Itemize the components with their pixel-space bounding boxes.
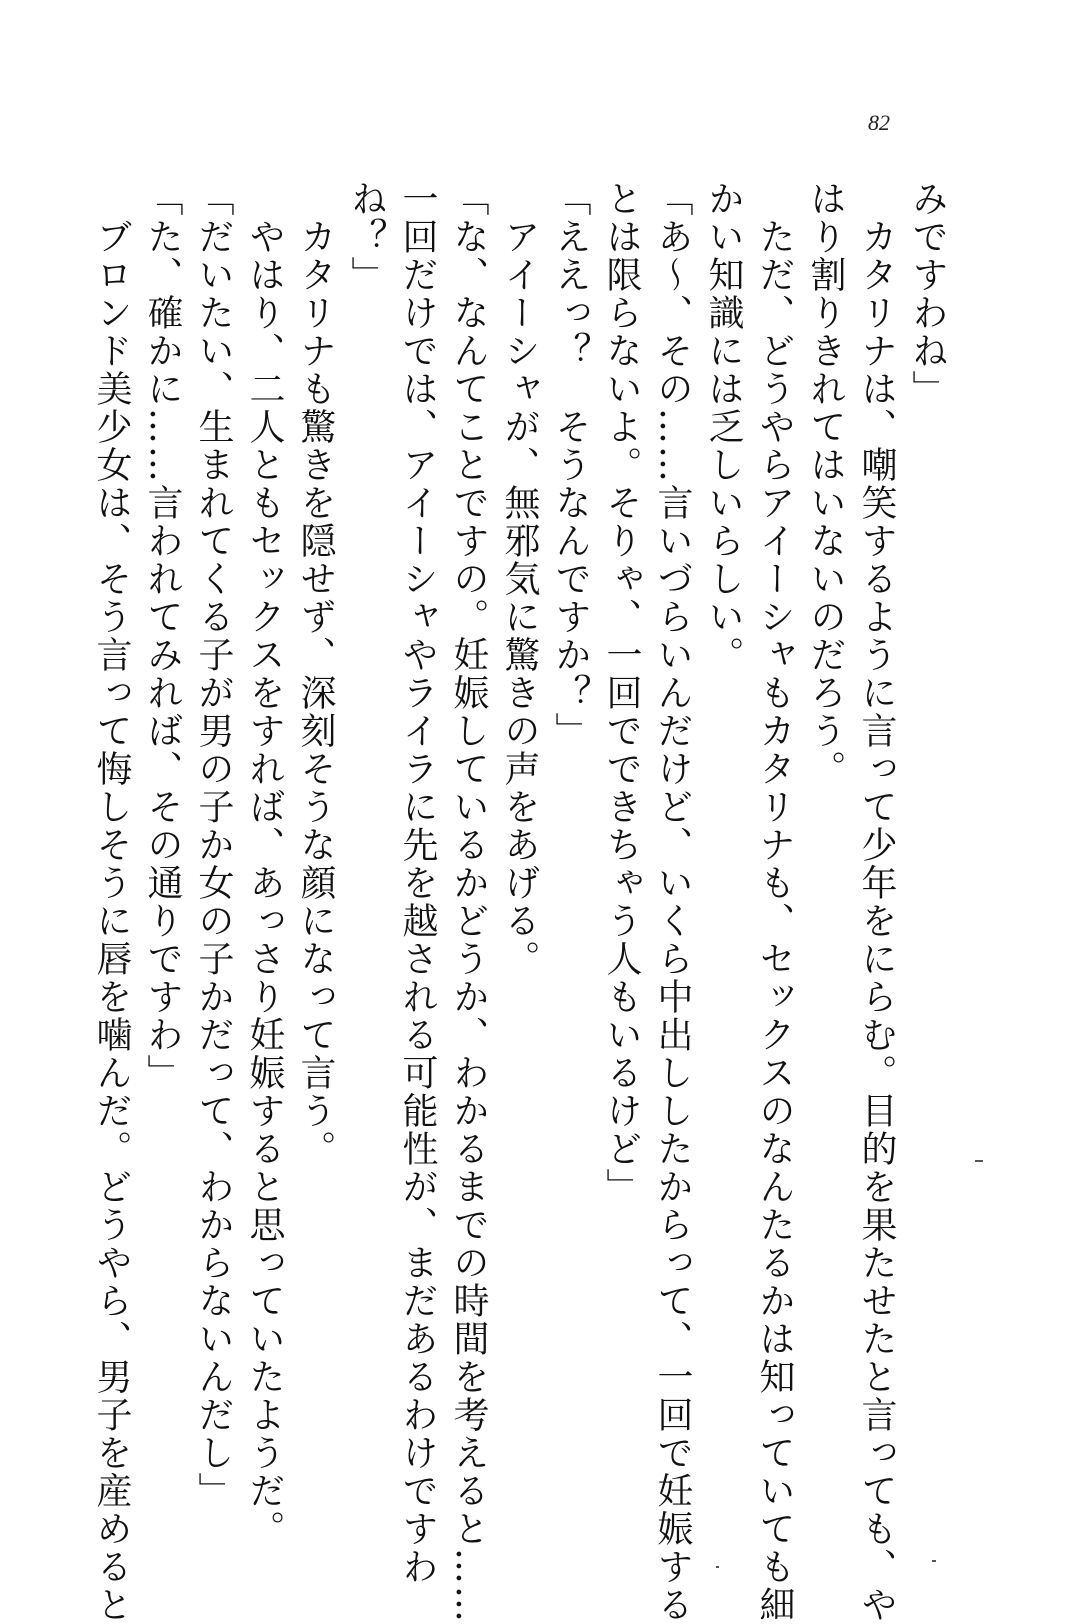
text-line: かい知識には乏しいらしい。 (703, 180, 744, 674)
text-line: カタリナも驚きを隠せず、深刻そうな顔になって言う。 (295, 180, 336, 1168)
body-text (86, 180, 953, 1624)
text-line: アイーシャが、無邪気に驚きの声をあげる。 (499, 180, 540, 978)
text-line: みですわね」 (907, 180, 948, 408)
text-line: はり割りきれてはいないのだろう。 (805, 180, 846, 788)
scan-speck (975, 1160, 983, 1162)
text-line: ね？」 (346, 180, 387, 294)
text-line: 「あ～、その……言いづらいんだけど、いくら中出ししたからって、一回で妊娠する (652, 180, 693, 1624)
scan-speck (716, 1566, 719, 1568)
text-line: 「だいたい、生まれてくる子が男の子か女の子かだって、わからないんだし」 (193, 180, 234, 1510)
scan-speck (932, 1560, 936, 1562)
page-number: 82 (868, 110, 890, 135)
text-line: ただ、どうやらアイーシャもカタリナも、セックスのなんたるかは知っていても細 (754, 180, 795, 1624)
text-line: 「た、確かに……言われてみれば、その通りですわ」 (142, 180, 183, 1092)
text-line: 一回だけでは、アイーシャやライラに先を越される可能性が、まだあるわけですわ (397, 180, 438, 1586)
text-line: 「ええっ？ そうなんですか？」 (550, 180, 591, 750)
text-line: とは限らないよ。そりゃ、一回でできちゃう人もいるけど」 (601, 180, 642, 1206)
text-line: やはり、二人ともセックスをすれば、あっさり妊娠すると思っていたようだ。 (244, 180, 285, 1548)
text-line: ブロンド美少女は、そう言って悔しそうに唇を噛んだ。どうやら、男子を産めると (91, 180, 132, 1624)
text-line: カタリナは、嘲笑するように言って少年をにらむ。目的を果たせたと言っても、や (856, 180, 897, 1624)
text-line: 「な、なんてことですの。妊娠しているかどうか、わかるまでの時間を考えると…… (448, 180, 489, 1624)
